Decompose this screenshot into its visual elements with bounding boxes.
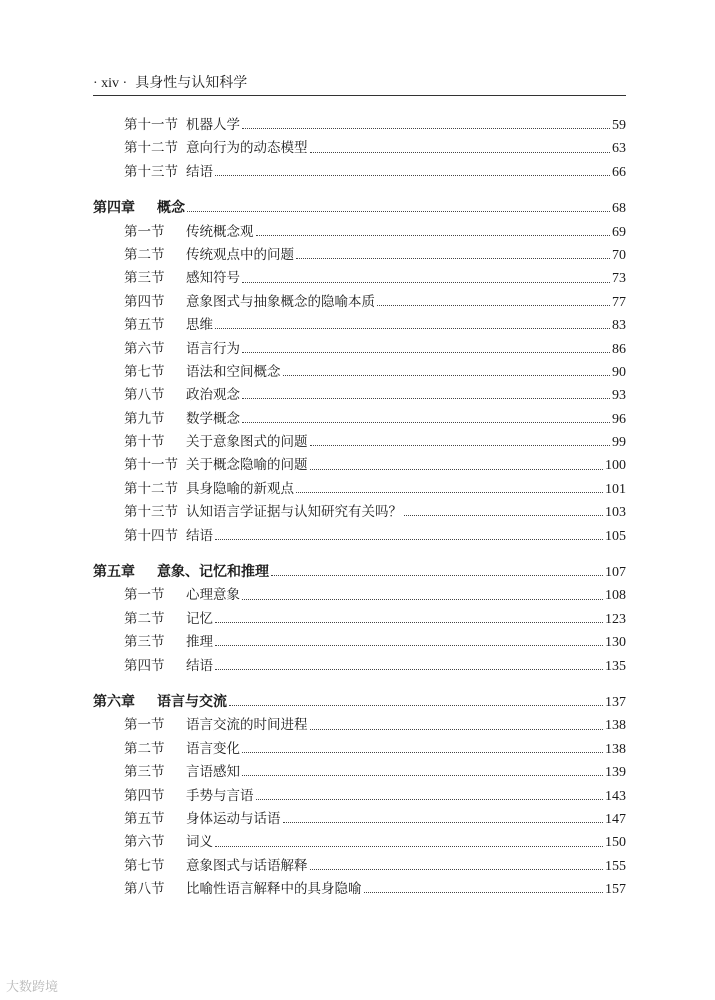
- toc-section-entry: [93, 525, 626, 548]
- toc-section-entry: [93, 655, 626, 678]
- page-number: 143: [605, 788, 626, 804]
- table-of-contents: [93, 114, 626, 902]
- section-title: 推理: [186, 634, 213, 651]
- page-number: 108: [605, 588, 626, 604]
- toc-section-entry: [93, 608, 626, 631]
- toc-section-entry: [93, 361, 626, 384]
- dot-leader: [242, 342, 610, 353]
- section-number: 第三节: [124, 270, 165, 287]
- section-number: 第十一节: [124, 117, 178, 133]
- watermark: 大数跨境: [6, 980, 59, 995]
- dot-leader: [310, 142, 611, 153]
- section-number: 第十四节: [124, 527, 178, 544]
- section-number: 第三节: [124, 634, 165, 651]
- chapter-title: 概念: [157, 200, 185, 217]
- page-number: 155: [605, 858, 626, 874]
- chapter-number: 第六章: [93, 693, 135, 710]
- toc-section-entry: [93, 714, 626, 737]
- section-number: 第一节: [124, 717, 165, 734]
- section-number: 第二节: [124, 246, 165, 263]
- section-title: 言语感知: [186, 764, 240, 781]
- page-number: 93: [612, 388, 626, 404]
- book-title: 具身性与认知科学: [135, 75, 248, 91]
- section-number: 第八节: [124, 387, 165, 404]
- section-title: 认知语言学证据与认知研究有关吗？: [186, 504, 402, 521]
- dot-leader: [187, 201, 610, 212]
- page-number: 96: [612, 411, 626, 427]
- page-number: 138: [605, 741, 626, 757]
- toc-section-entry: [93, 761, 626, 784]
- dot-leader: [296, 482, 603, 493]
- section-number: 第十一节: [124, 457, 178, 474]
- section-title: 手势与言语: [186, 787, 254, 804]
- toc-section-entry: [93, 501, 626, 524]
- page-number: 105: [605, 528, 626, 544]
- dot-leader: [256, 225, 611, 236]
- toc-section-entry: [93, 431, 626, 454]
- toc-section-entry: [93, 244, 626, 267]
- section-number: 第十三节: [124, 163, 178, 180]
- page-number-label: · xiv ·: [93, 76, 128, 91]
- toc-section-entry: [93, 785, 626, 808]
- section-title: 意向行为的动态模型: [186, 140, 308, 157]
- toc-section-entry: [93, 631, 626, 654]
- toc-section-entry: [93, 454, 626, 477]
- section-title: 词义: [186, 834, 213, 851]
- section-title: 心理意象: [186, 587, 240, 604]
- section-number: 第十节: [124, 434, 165, 451]
- page-number: 138: [605, 718, 626, 734]
- page-number: 150: [605, 835, 626, 851]
- page-number: 157: [605, 882, 626, 898]
- dot-leader: [215, 659, 603, 670]
- section-number: 第五节: [124, 810, 165, 827]
- section-number: 第二节: [124, 740, 165, 757]
- section-title: 关于概念隐喻的问题: [186, 457, 308, 474]
- section-number: 第六节: [124, 834, 165, 851]
- toc-section-entry: [93, 738, 626, 761]
- dot-leader: [242, 765, 603, 776]
- section-title: 语言变化: [186, 740, 240, 757]
- dot-leader: [242, 412, 610, 423]
- dot-leader: [256, 789, 604, 800]
- dot-leader: [242, 388, 610, 399]
- section-title: 具身隐喻的新观点: [186, 480, 294, 497]
- toc-section-entry: [93, 384, 626, 407]
- section-number: 第一节: [124, 587, 165, 604]
- dot-leader: [215, 165, 610, 176]
- section-number: 第九节: [124, 410, 165, 427]
- dot-leader: [310, 435, 611, 446]
- page-number: 73: [612, 271, 626, 287]
- toc-section-entry: [93, 584, 626, 607]
- dot-leader: [242, 742, 603, 753]
- dot-leader: [296, 248, 610, 259]
- section-title: 意象图式与话语解释: [186, 857, 308, 874]
- dot-leader: [242, 589, 603, 600]
- toc-section-entry: [93, 338, 626, 361]
- toc-section-entry: [93, 808, 626, 831]
- page-number: 83: [612, 318, 626, 334]
- section-number: 第三节: [124, 764, 165, 781]
- toc-chapter-entry: [93, 691, 626, 714]
- running-header: [93, 70, 626, 96]
- section-title: 语言交流的时间进程: [186, 717, 308, 734]
- section-title: 语言行为: [186, 340, 240, 357]
- dot-leader: [404, 505, 603, 516]
- toc-section-entry: [93, 161, 626, 184]
- dot-leader: [215, 612, 603, 623]
- section-title: 意象图式与抽象概念的隐喻本质: [186, 293, 375, 310]
- toc-section-entry: [93, 408, 626, 431]
- page-number: 77: [612, 294, 626, 310]
- section-title: 传统观点中的问题: [186, 246, 294, 263]
- page-number: 135: [605, 658, 626, 674]
- dot-leader: [215, 635, 603, 646]
- section-title: 思维: [186, 317, 213, 334]
- dot-leader: [364, 882, 604, 893]
- dot-leader: [310, 459, 604, 470]
- page-number: 107: [605, 565, 626, 581]
- section-number: 第四节: [124, 657, 165, 674]
- dot-leader: [229, 695, 603, 706]
- toc-section-entry: [93, 137, 626, 160]
- toc-section-entry: [93, 114, 626, 137]
- section-number: 第一节: [124, 223, 165, 240]
- section-number: 第八节: [124, 881, 165, 898]
- page-number: 103: [605, 505, 626, 521]
- chapter-number: 第四章: [93, 200, 135, 217]
- dot-leader: [283, 812, 604, 823]
- toc-section-entry: [93, 878, 626, 901]
- section-number: 第二节: [124, 610, 165, 627]
- section-title: 结语: [186, 657, 213, 674]
- page-number: 90: [612, 364, 626, 380]
- toc-chapter-entry: [93, 197, 626, 220]
- dot-leader: [215, 529, 603, 540]
- section-title: 身体运动与话语: [186, 810, 281, 827]
- page-number: 99: [612, 435, 626, 451]
- dot-leader: [310, 859, 604, 870]
- section-number: 第七节: [124, 857, 165, 874]
- section-title: 语法和空间概念: [186, 363, 281, 380]
- toc-section-entry: [93, 314, 626, 337]
- section-title: 传统概念观: [186, 223, 254, 240]
- toc-section-entry: [93, 267, 626, 290]
- dot-leader: [283, 365, 611, 376]
- page-number: 137: [605, 694, 626, 710]
- dot-leader: [271, 565, 603, 576]
- page-number: 100: [605, 458, 626, 474]
- section-number: 第七节: [124, 363, 165, 380]
- section-title: 结语: [186, 163, 213, 180]
- section-title: 比喻性语言解释中的具身隐喻: [186, 881, 362, 898]
- section-number: 第六节: [124, 340, 165, 357]
- section-number: 第十二节: [124, 480, 178, 497]
- page-number: 86: [612, 341, 626, 357]
- dot-leader: [242, 272, 610, 283]
- section-number: 第十二节: [124, 140, 178, 157]
- toc-section-entry: [93, 855, 626, 878]
- page-number: 68: [612, 201, 626, 217]
- page-number: 147: [605, 811, 626, 827]
- page-number: 123: [605, 611, 626, 627]
- page-number: 139: [605, 765, 626, 781]
- section-title: 政治观念: [186, 387, 240, 404]
- page-number: 101: [605, 481, 626, 497]
- section-number: 第四节: [124, 293, 165, 310]
- page-number: 130: [605, 635, 626, 651]
- toc-section-entry: [93, 221, 626, 244]
- section-number: 第五节: [124, 317, 165, 334]
- dot-leader: [242, 118, 610, 129]
- section-title: 记忆: [186, 610, 213, 627]
- section-number: 第十三节: [124, 504, 178, 521]
- dot-leader: [215, 318, 610, 329]
- chapter-title: 意象、记忆和推理: [157, 564, 269, 581]
- dot-leader: [310, 719, 604, 730]
- section-title: 关于意象图式的问题: [186, 434, 308, 451]
- chapter-title: 语言与交流: [157, 693, 227, 710]
- section-title: 感知符号: [186, 270, 240, 287]
- toc-chapter-entry: [93, 561, 626, 584]
- dot-leader: [215, 836, 603, 847]
- section-title: 机器人学: [186, 117, 240, 133]
- page-number: 63: [612, 141, 626, 157]
- toc-section-entry: [93, 291, 626, 314]
- page-number: 69: [612, 224, 626, 240]
- section-number: 第四节: [124, 787, 165, 804]
- dot-leader: [377, 295, 610, 306]
- page-number: 59: [612, 118, 626, 133]
- section-title: 数学概念: [186, 410, 240, 427]
- section-title: 结语: [186, 527, 213, 544]
- page-number: 70: [612, 247, 626, 263]
- toc-section-entry: [93, 478, 626, 501]
- page-number: 66: [612, 164, 626, 180]
- toc-section-entry: [93, 831, 626, 854]
- chapter-number: 第五章: [93, 564, 135, 581]
